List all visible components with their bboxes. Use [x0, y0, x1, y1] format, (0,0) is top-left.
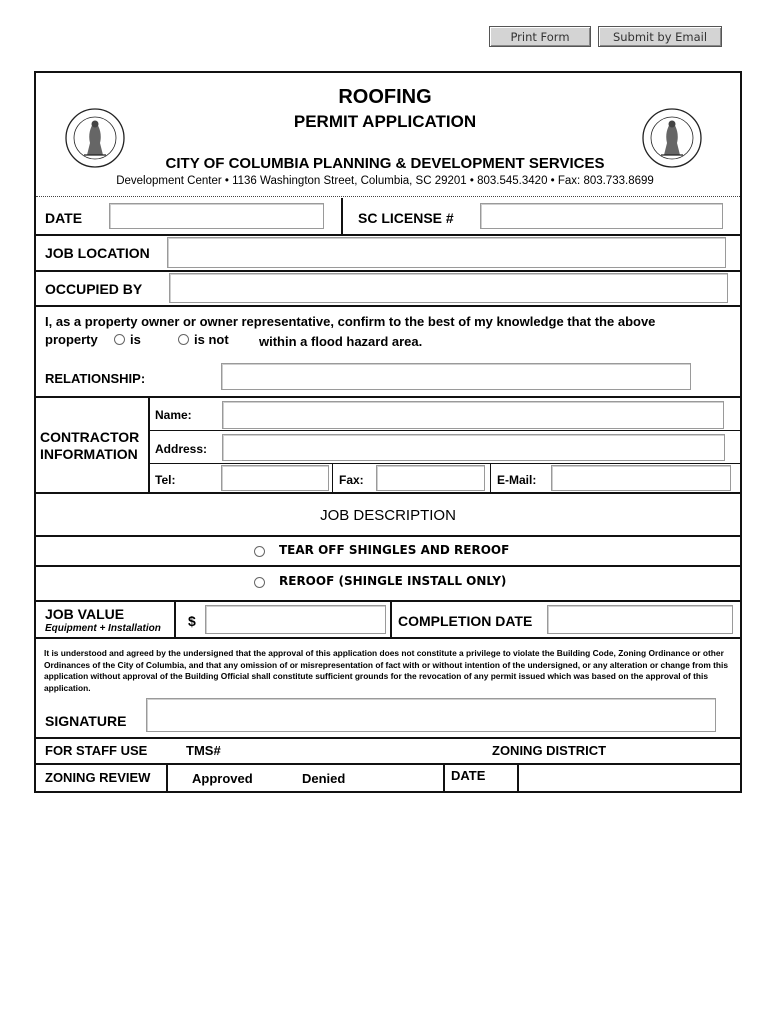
- form-subtitle: PERMIT APPLICATION: [293, 112, 477, 131]
- row-divider: [36, 305, 740, 307]
- row-divider: [36, 637, 740, 639]
- completion-date-field[interactable]: [547, 605, 733, 634]
- cell-divider: [332, 464, 333, 492]
- cell-divider: [490, 464, 491, 492]
- row-divider: [36, 600, 740, 602]
- completion-date-label: COMPLETION DATE: [398, 613, 533, 629]
- zoning-review-label: ZONING REVIEW: [45, 770, 151, 785]
- contractor-name-field[interactable]: [222, 401, 724, 429]
- occupied-by-label: OCCUPIED BY: [45, 281, 143, 297]
- cell-divider: [341, 198, 343, 234]
- contractor-tel-field[interactable]: [221, 465, 329, 491]
- approved-label: Approved: [192, 771, 253, 786]
- submit-by-email-button[interactable]: Submit by Email: [598, 26, 722, 47]
- contractor-fax-label: Fax:: [339, 473, 364, 487]
- relationship-field[interactable]: [221, 363, 691, 390]
- flood-property-label: property: [45, 332, 98, 347]
- denied-label: Denied: [302, 771, 346, 786]
- row-divider: [36, 535, 740, 537]
- date-label: DATE: [45, 210, 83, 226]
- occupied-by-field[interactable]: [169, 273, 728, 303]
- department-address: Development Center • 1136 Washington Street, Columbia, SC 29201 • 803.545.3420 • Fax: 803.733.8699: [116, 175, 654, 187]
- row-divider: [36, 234, 740, 236]
- contractor-email-field[interactable]: [551, 465, 731, 491]
- contractor-fax-field[interactable]: [376, 465, 485, 491]
- job-value-sublabel: Equipment + Installation: [45, 623, 161, 634]
- flood-is-label: is: [130, 332, 141, 347]
- flood-statement-end: within a flood hazard area.: [259, 334, 423, 349]
- relationship-label: RELATIONSHIP:: [45, 371, 146, 386]
- tms-label: TMS#: [186, 743, 221, 758]
- reroof-label: REROOF (SHINGLE INSTALL ONLY): [279, 574, 507, 588]
- contractor-tel-label: Tel:: [155, 473, 176, 487]
- tear-off-label: TEAR OFF SHINGLES AND REROOF: [279, 543, 510, 557]
- print-form-button[interactable]: Print Form: [489, 26, 591, 47]
- contractor-divider: [150, 430, 740, 431]
- zoning-district-label: ZONING DISTRICT: [492, 743, 607, 758]
- sc-license-label: SC LICENSE #: [358, 210, 454, 226]
- flood-is-not-radio[interactable]: [178, 334, 189, 345]
- contractor-label-line2: INFORMATION: [40, 446, 138, 462]
- contractor-address-field[interactable]: [222, 434, 725, 461]
- row-divider: [36, 565, 740, 567]
- cell-divider: [174, 602, 176, 637]
- contractor-label-line1: CONTRACTOR: [40, 429, 140, 445]
- cell-divider: [148, 398, 150, 492]
- header-divider: [36, 196, 740, 197]
- job-value-label: JOB VALUE: [45, 606, 125, 622]
- contractor-divider: [150, 463, 740, 464]
- cell-divider: [166, 765, 168, 791]
- reroof-radio[interactable]: [254, 577, 265, 588]
- row-divider: [36, 737, 740, 739]
- job-value-field[interactable]: [205, 605, 386, 634]
- row-divider: [36, 492, 740, 494]
- flood-is-radio[interactable]: [114, 334, 125, 345]
- cell-divider: [390, 602, 392, 637]
- flood-is-not-label: is not: [194, 332, 229, 347]
- dollar-sign: $: [188, 613, 196, 629]
- department-name: CITY OF COLUMBIA PLANNING & DEVELOPMENT SERVICES: [165, 155, 605, 172]
- signature-field[interactable]: [146, 698, 716, 732]
- job-location-field[interactable]: [167, 237, 726, 268]
- date-field[interactable]: [109, 203, 324, 229]
- sc-license-field[interactable]: [480, 203, 723, 229]
- row-divider: [36, 270, 740, 272]
- contractor-address-label: Address:: [155, 442, 208, 456]
- cell-divider: [443, 765, 445, 791]
- staff-date-label: DATE: [451, 768, 486, 783]
- contractor-name-label: Name:: [155, 408, 192, 422]
- signature-label: SIGNATURE: [45, 713, 127, 729]
- job-description-heading: JOB DESCRIPTION: [320, 507, 456, 524]
- row-divider: [36, 763, 740, 765]
- job-location-label: JOB LOCATION: [45, 245, 150, 261]
- contractor-email-label: E-Mail:: [497, 473, 537, 487]
- flood-statement: I, as a property owner or owner representative, confirm to the best of my knowledge that the above: [45, 314, 656, 329]
- form-title: ROOFING: [338, 86, 432, 108]
- tear-off-radio[interactable]: [254, 546, 265, 557]
- row-divider: [36, 396, 740, 398]
- for-staff-use-label: FOR STAFF USE: [45, 743, 148, 758]
- disclaimer-text: It is understood and agreed by the undersigned that the approval of this application does not constitute a privilege to violate the Building Code, Zoning Ordinance or other Ordinances of the City of Columbia, and that any omission of or misrepresentation of fact with or without intention of the undersigned, or any alteration or change from this application without approval of the Building Official shall constitute sufficient grounds for the revocation of any permit issued which was based on the approval of this application.: [44, 648, 729, 693]
- cell-divider: [517, 765, 519, 791]
